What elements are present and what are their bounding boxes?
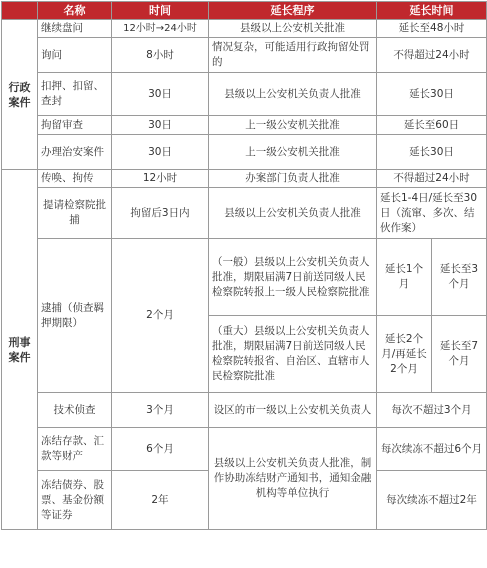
row-name: 传唤、拘传: [38, 170, 112, 188]
row-time: 30日: [112, 135, 209, 170]
row-procedure: 办案部门负责人批准: [209, 170, 377, 188]
row-time: 8小时: [112, 38, 209, 73]
row-extension: 不得超过24小时: [377, 170, 487, 188]
row-extension: 延长1-4日/延长至30日（流窜、多次、结伙作案）: [377, 188, 487, 239]
row-procedure: 情况复杂，可能适用行政拘留处罚的: [209, 38, 377, 73]
row-time: 拘留后3日内: [112, 188, 209, 239]
table-row: [2, 170, 487, 188]
row-extension: 每次续冻不超过6个月: [377, 428, 487, 471]
row-extension: 每次不超过3个月: [377, 393, 487, 428]
row-time: 30日: [112, 73, 209, 116]
row-time: 6个月: [112, 428, 209, 471]
row-name: 冻结债券、股票、基金份额等证券: [38, 471, 112, 530]
row-extension-major-b: 延长至7个月: [432, 316, 487, 393]
table-row: [2, 116, 487, 135]
table-row: [2, 239, 487, 316]
row-name: 冻结存款、汇款等财产: [38, 428, 112, 471]
row-extension: 延长至60日: [377, 116, 487, 135]
row-procedure: 设区的市一级以上公安机关负责人: [209, 393, 377, 428]
row-extension: 延长30日: [377, 73, 487, 116]
row-time: 12小时→24小时: [112, 20, 209, 38]
row-extension-general-a: 延长1个月: [377, 239, 432, 316]
row-time: 12小时: [112, 170, 209, 188]
row-time: 2年: [112, 471, 209, 530]
row-name: 逮捕（侦查羁押期限）: [38, 239, 112, 393]
row-time: 30日: [112, 116, 209, 135]
row-extension: 每次续冻不超过2年: [377, 471, 487, 530]
header-time: 时间: [112, 2, 209, 20]
header-corner: [2, 2, 38, 20]
row-name: 继续盘问: [38, 20, 112, 38]
row-procedure: 上一级公安机关批准: [209, 135, 377, 170]
freeze-procedure: 县级以上公安机关负责人批准，制作协助冻结财产通知书，通知金融机构等单位执行: [209, 428, 377, 530]
row-procedure-major: （重大）县级以上公安机关负责人批准，期限届满7日前送同级人民检察院转报省、自治区、直辖市人民检察院批准: [209, 316, 377, 393]
row-procedure: 县级以上公安机关批准: [209, 20, 377, 38]
category-admin: 行政案件: [2, 20, 38, 170]
header-extension: 延长时间: [377, 2, 487, 20]
row-name: 技术侦查: [38, 393, 112, 428]
row-procedure: 县级以上公安机关负责人批准: [209, 188, 377, 239]
row-name: 办理治安案件: [38, 135, 112, 170]
row-procedure: 上一级公安机关批准: [209, 116, 377, 135]
table-row: [2, 188, 487, 239]
row-time: 2个月: [112, 239, 209, 393]
time-limit-table: [1, 1, 487, 530]
row-name: 拘留审查: [38, 116, 112, 135]
row-procedure: 县级以上公安机关负责人批准: [209, 73, 377, 116]
header-name: 名称: [38, 2, 112, 20]
row-extension-major-a: 延长2个月/再延长2个月: [377, 316, 432, 393]
row-extension-general-b: 延长至3个月: [432, 239, 487, 316]
header-row: [2, 2, 487, 20]
row-name: 询问: [38, 38, 112, 73]
row-extension: 延长至48小时: [377, 20, 487, 38]
row-procedure-general: （一般）县级以上公安机关负责人批准，期限届满7日前送同级人民检察院转报上一级人民检察院批准: [209, 239, 377, 316]
table-row: [2, 73, 487, 116]
row-name: 扣押、扣留、查封: [38, 73, 112, 116]
row-extension: 延长30日: [377, 135, 487, 170]
row-extension: 不得超过24小时: [377, 38, 487, 73]
table-row: [2, 20, 487, 38]
row-name: 提请检察院批捕: [38, 188, 112, 239]
header-procedure: 延长程序: [209, 2, 377, 20]
category-criminal: 刑事案件: [2, 170, 38, 530]
row-time: 3个月: [112, 393, 209, 428]
